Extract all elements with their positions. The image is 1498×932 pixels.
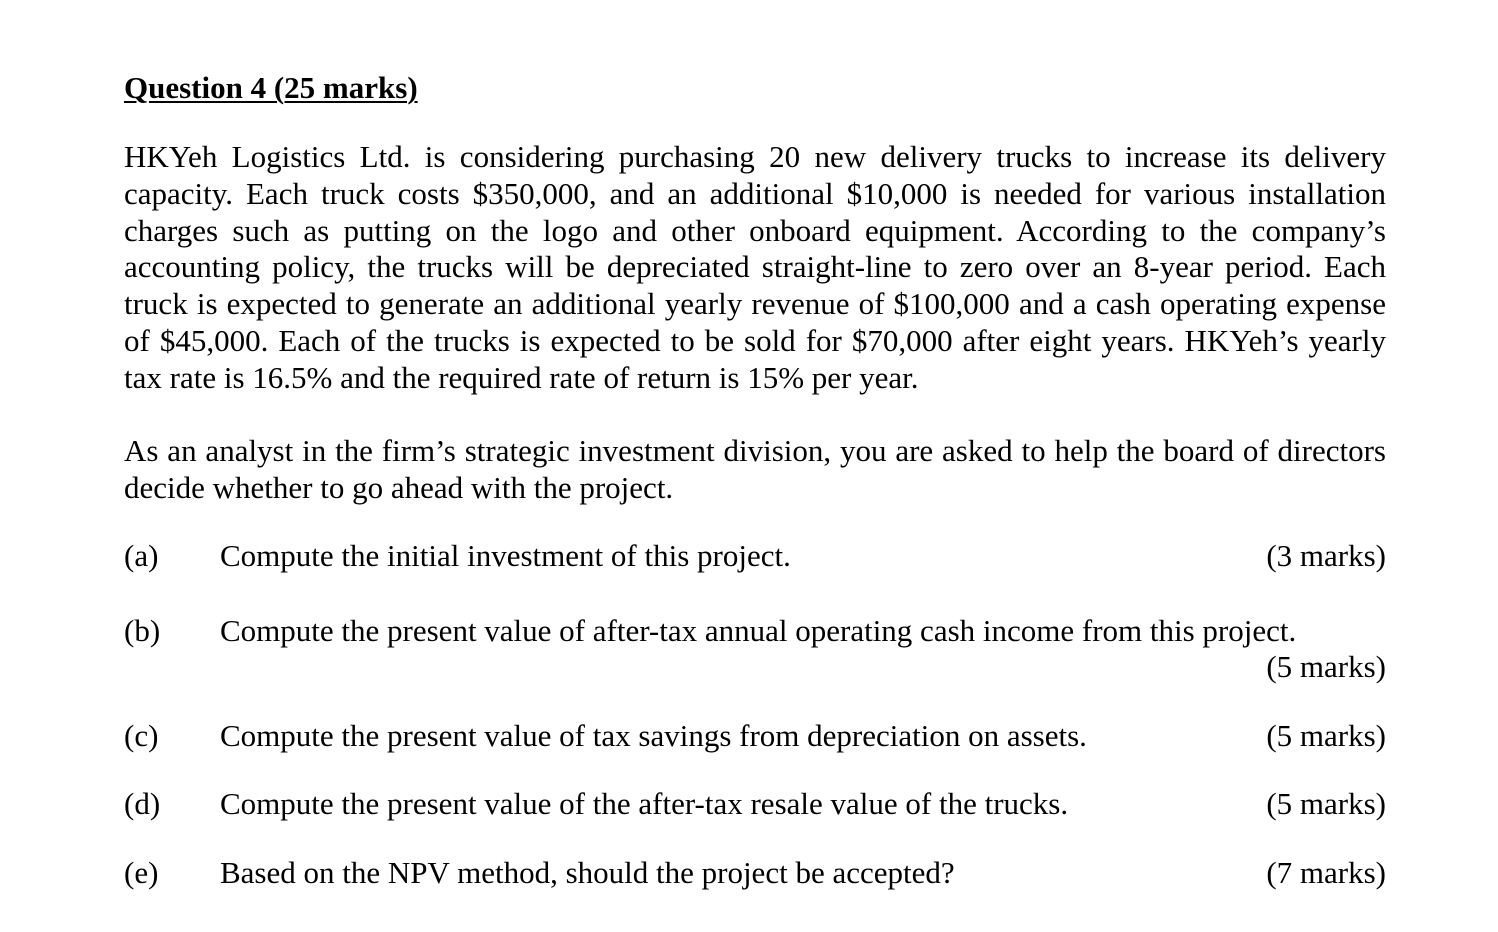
sub-question-e [124, 855, 1386, 891]
scenario-paragraph: HKYeh Logistics Ltd. is considering purchasing 20 new delivery trucks to increase its delivery capacity. Each truck costs $350,000, and an additional $10,000 is needed for various installation charges such as putting on the logo and other onboard equipment. According to the company’s accounting policy, the trucks will be depreciated straight-line to zero over an 8-year period. Each truck is expected to generate an additional yearly revenue of $100,000 and a cash operating expense of $45,000. Each of the trucks is expected to be sold for $70,000 after eight years. HKYeh’s yearly tax rate is 16.5% and the required rate of return is 15% per year. [124, 139, 1386, 395]
sub-question-label: (e) [124, 855, 159, 890]
sub-question-marks: (5 marks) [1266, 786, 1386, 821]
sub-question-text: Compute the initial investment of this project. [220, 538, 791, 573]
sub-question-a [124, 538, 1386, 574]
sub-question-marks: (5 marks) [1266, 649, 1386, 684]
sub-question-text: Compute the present value of tax savings from depreciation on assets. [220, 718, 1087, 753]
sub-question-c [124, 718, 1386, 754]
sub-question-marks: (5 marks) [1266, 718, 1386, 753]
sub-question-label: (d) [124, 786, 161, 821]
task-paragraph: As an analyst in the firm’s strategic investment division, you are asked to help the board of directors decide whether to go ahead with the project. [124, 433, 1386, 505]
sub-question-label: (b) [124, 613, 161, 648]
sub-question-text: Based on the NPV method, should the project be accepted? [220, 855, 955, 890]
sub-question-text: Compute the present value of the after-tax resale value of the trucks. [220, 786, 1069, 821]
sub-question-d [124, 786, 1386, 822]
sub-question-marks: (7 marks) [1266, 855, 1386, 890]
sub-question-marks: (3 marks) [1266, 538, 1386, 573]
sub-question-text: Compute the present value of after-tax annual operating cash income from this project. [220, 613, 1297, 648]
sub-question-label: (c) [124, 718, 159, 753]
question-heading: Question 4 (25 marks) [124, 70, 418, 105]
sub-question-b [124, 613, 1386, 684]
sub-question-label: (a) [124, 538, 159, 573]
